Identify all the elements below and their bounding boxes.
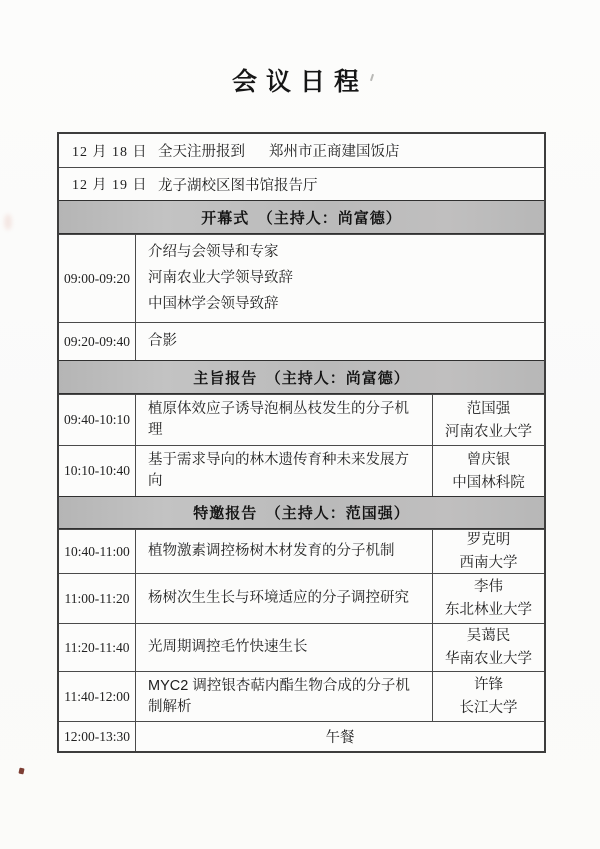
agenda-line: 河南农业大学领导致辞: [148, 269, 293, 286]
speaker-affiliation: 东北林业大学: [445, 602, 532, 618]
section-label: 开幕式 （主持人：尚富德）: [201, 209, 402, 227]
page-title: 会议日程: [231, 69, 368, 96]
speaker-cell: [432, 672, 544, 721]
talk-title: 杨树次生生长与环境适应的分子调控研究: [148, 590, 409, 606]
time-cell: 11:00-11:20: [59, 574, 136, 623]
speaker-name: 曾庆银: [466, 451, 511, 468]
speaker-cell: [432, 624, 544, 671]
table-row-date-18: [59, 134, 544, 167]
table-row-talk: [59, 445, 544, 496]
speaker-name: 罗克明: [466, 532, 511, 548]
table-row-talk: [59, 529, 544, 573]
activity-label: 龙子湖校区图书馆报告厅: [158, 177, 318, 194]
talk-title: MYC2 调控银杏萜内酯生物合成的分子机制解析: [148, 677, 410, 715]
table-row-opening-items: [59, 234, 544, 322]
scan-smudge: [4, 214, 12, 230]
speaker-cell: [432, 574, 544, 623]
section-label: 特邀报告 （主持人：范国强）: [193, 505, 410, 522]
time-cell: 11:40-12:00: [59, 672, 136, 721]
time-cell: 09:40-10:10: [59, 395, 136, 445]
table-row-talk: [59, 394, 544, 445]
speaker-affiliation: 中国林科院: [452, 474, 525, 491]
time-cell: 12:00-13:30: [59, 722, 136, 751]
section-header-keynote: [59, 360, 544, 394]
content-cell: [136, 235, 544, 322]
talk-title: 光周期调控毛竹快速生长: [148, 639, 308, 655]
venue-label: 郑州市正商建国饭店: [269, 144, 400, 160]
table-row-talk: [59, 671, 544, 721]
agenda-line: 中国林学会领导致辞: [148, 295, 279, 312]
time-cell: 10:40-11:00: [59, 530, 136, 573]
time-cell: 11:20-11:40: [59, 624, 136, 671]
speaker-affiliation: 长江大学: [459, 700, 518, 716]
talk-title-cell: [136, 574, 432, 623]
talk-title-cell: [136, 672, 432, 721]
activity-label: 全天注册报到: [158, 144, 245, 160]
content-cell: [136, 323, 544, 360]
speaker-affiliation: 河南农业大学: [445, 423, 532, 440]
table-row-photo: [59, 322, 544, 360]
speaker-name: 吴蔼民: [466, 628, 511, 644]
section-header-opening: [59, 200, 544, 234]
speaker-name: 许锋: [474, 677, 503, 693]
section-header-invited: [59, 496, 544, 529]
talk-title-cell: [136, 395, 432, 445]
talk-title: 植原体效应子诱导泡桐丛枝发生的分子机理: [148, 401, 409, 438]
speaker-affiliation: 华南农业大学: [445, 651, 532, 667]
table-row-talk: [59, 573, 544, 623]
table-row-lunch: [59, 721, 544, 751]
talk-title-cell: [136, 446, 432, 496]
speaker-cell: [432, 446, 544, 496]
speaker-cell: [432, 395, 544, 445]
agenda-line: 介绍与会领导和专家: [148, 244, 279, 261]
speaker-name: 李伟: [474, 579, 503, 595]
time-cell: 10:10-10:40: [59, 446, 136, 496]
speaker-cell: [432, 530, 544, 573]
talk-title: 植物激素调控杨树木材发育的分子机制: [148, 543, 395, 559]
agenda-table: [57, 132, 546, 753]
speaker-name: 范国强: [466, 400, 511, 417]
date-label: 12 月 19 日: [72, 178, 148, 193]
scan-speck-red: [18, 768, 24, 775]
section-label: 主旨报告 （主持人：尚富德）: [193, 369, 410, 387]
talk-title: 基于需求导向的林木遗传育种未来发展方向: [148, 452, 409, 489]
info-cell: [59, 134, 544, 167]
talk-title-cell: [136, 530, 432, 573]
info-cell: [59, 168, 544, 200]
agenda-line: 合影: [148, 333, 177, 349]
speaker-affiliation: 西南大学: [459, 555, 518, 571]
table-row-talk: [59, 623, 544, 671]
lunch-cell: 午餐: [325, 730, 355, 746]
time-cell: 09:20-09:40: [59, 323, 136, 360]
table-row-date-19: [59, 167, 544, 200]
time-cell: 09:00-09:20: [59, 235, 136, 322]
date-label: 12 月 18 日: [72, 144, 148, 160]
talk-title-cell: [136, 624, 432, 671]
